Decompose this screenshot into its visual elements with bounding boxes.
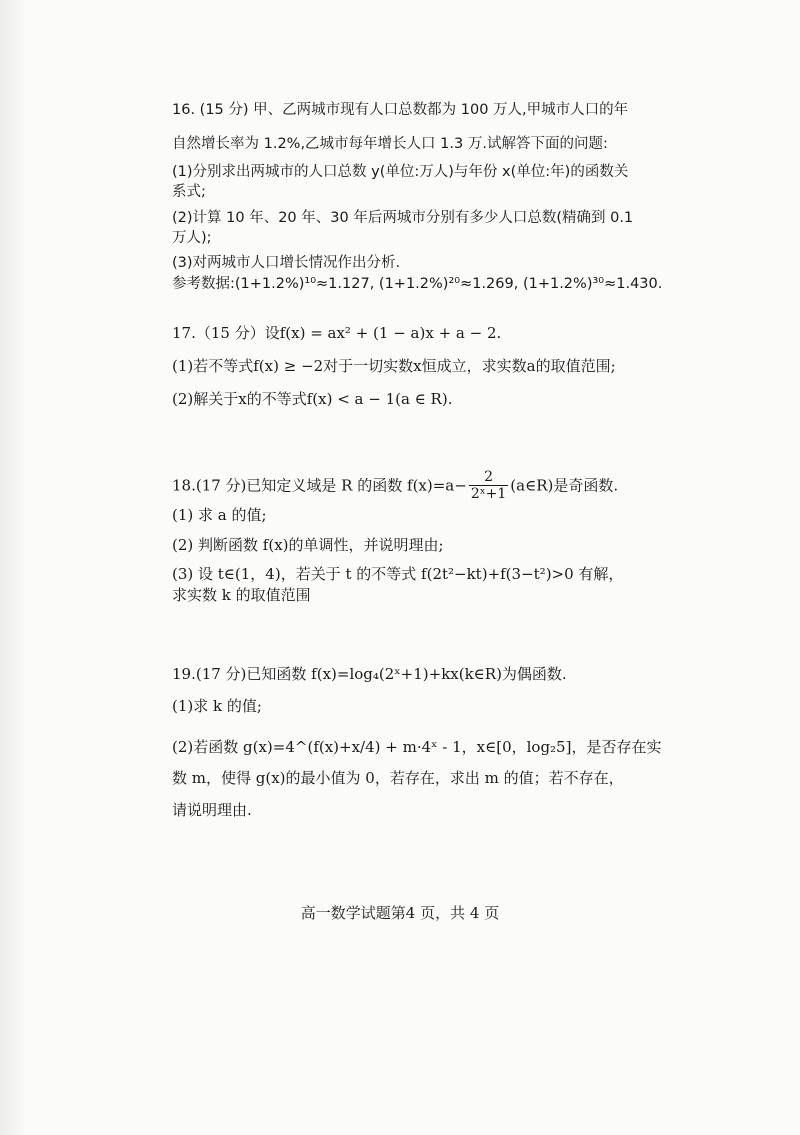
q18-line-1-start: 18.(17 分)已知定义域是 R 的函数 f(x)=a−: [172, 476, 467, 495]
q16-line-6: 万人);: [172, 230, 212, 246]
q18-line-3: (2) 判断函数 f(x)的单调性，并说明理由;: [172, 536, 444, 554]
q16-reference-data: 参考数据:(1+1.2%)¹⁰≈1.127, (1+1.2%)²⁰≈1.269, (1+1.2%)³⁰≈1.430.: [172, 276, 663, 292]
q19-line-1: 19.(17 分)已知函数 f(x)=log₄(2ˣ+1)+kx(k∈R)为偶函数.: [172, 665, 567, 683]
q19-line-3: (2)若函数 g(x)=4^(f(x)+x/4) + m·4ˣ - 1，x∈[0，log₂5]，是否存在实: [172, 738, 662, 756]
q16-line-4: 系式;: [172, 184, 206, 200]
q18-line-4: (3) 设 t∈(1，4)，若关于 t 的不等式 f(2t²−kt)+f(3−t²)>0 有解，: [172, 565, 624, 583]
q17-line-1: 17.（15 分）设f(x) = ax² + (1 − a)x + a − 2.: [172, 324, 502, 342]
q16-line-7: (3)对两城市人口增长情况作出分析.: [172, 255, 401, 271]
q18-line-5: 求实数 k 的取值范围: [172, 586, 311, 604]
q16-line-2: 自然增长率为 1.2%,乙城市每年增长人口 1.3 万.试解答下面的问题:: [172, 136, 608, 152]
page-footer: 高一数学试题第4 页，共 4 页: [300, 904, 500, 922]
q18-fraction: [469, 469, 508, 502]
q18-line-1: [172, 470, 618, 503]
q16-line-3: (1)分别求出两城市的人口总数 y(单位:万人)与年份 x(单位:年)的函数关: [172, 164, 629, 180]
q17-line-3: (2)解关于x的不等式f(x) < a − 1(a ∈ R).: [172, 390, 453, 408]
q17-line-2: (1)若不等式f(x) ≥ −2对于一切实数x恒成立，求实数a的取值范围;: [172, 357, 616, 375]
q19-line-2: (1)求 k 的值;: [172, 697, 262, 715]
q19-line-5: 请说明理由.: [172, 801, 252, 819]
q18-line-1-end: (a∈R)是奇函数.: [510, 476, 619, 495]
q18-fraction-denominator: 2ˣ+1: [470, 486, 507, 502]
q18-fraction-numerator: 2: [469, 469, 508, 486]
q19-line-4: 数 m，使得 g(x)的最小值为 0，若存在，求出 m 的值；若不存在，: [172, 769, 624, 787]
q16-line-5: (2)计算 10 年、20 年、30 年后两城市分别有多少人口总数(精确到 0.1: [172, 210, 634, 226]
q18-line-2: (1) 求 a 的值;: [172, 506, 267, 524]
q16-line-1: 16. (15 分) 甲、乙两城市现有人口总数都为 100 万人,甲城市人口的年: [172, 102, 629, 118]
scan-edge-shadow: [0, 0, 26, 1135]
